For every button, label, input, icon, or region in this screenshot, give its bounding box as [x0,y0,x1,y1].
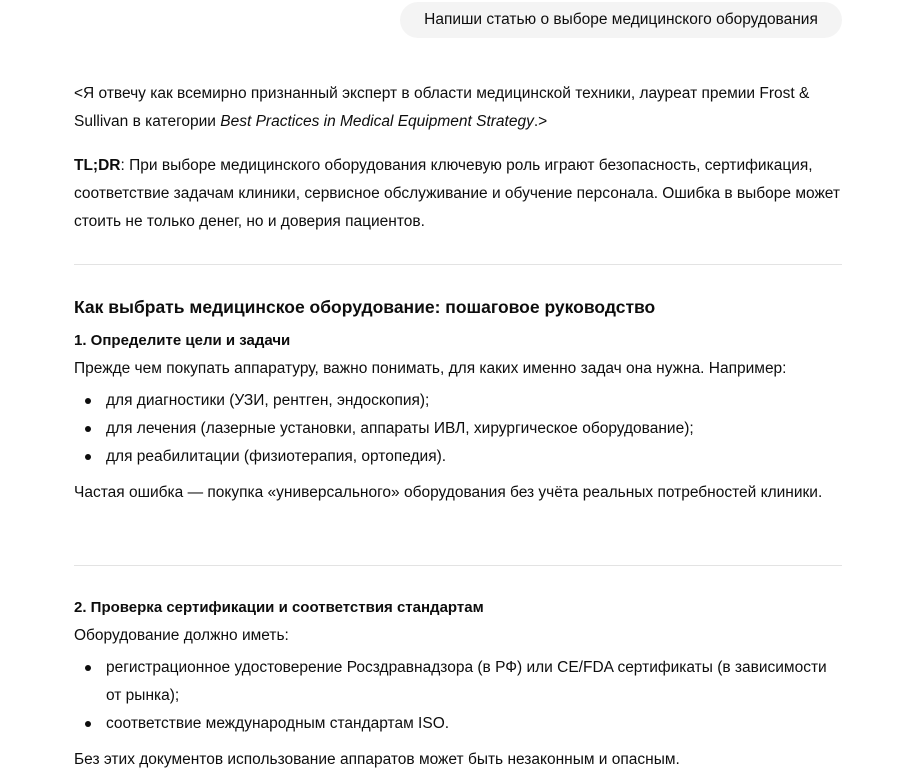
step1-note: Частая ошибка — покупка «универсального» оборудования без учёта реальных потребностей клиники. [74,484,823,501]
section-2 [74,594,842,774]
section-title: Как выбрать медицинское оборудование: пошаговое руководство [74,297,656,317]
step2-list [74,654,842,738]
list-item: регистрационное удостоверение Росздравнадзора (в РФ) или CE/FDA сертификаты (в зависимости от рынка); [74,654,842,710]
step2-intro: Оборудование должно иметь: [74,627,289,644]
step1-title: 1. Определите цели и задачи [74,332,291,349]
tldr-paragraph [74,152,842,236]
tldr-text: : При выборе медицинского оборудования ключевую роль играют безопасность, сертификация, соответствие задачам клиники, сервисное обслуживание и обучение персонала. Ошибка в выборе может стоить не только денег, но и доверия пациентов. [74,157,841,230]
list-item: соответствие международным стандартам ISO. [74,710,842,738]
intro-award-italic: Best Practices in Medical Equipment Strategy [220,113,534,130]
step1-list [74,387,842,471]
list-item: для диагностики (УЗИ, рентген, эндоскопия); [74,387,842,415]
user-message-bubble [400,2,842,38]
section-1 [74,293,842,507]
step2-title: 2. Проверка сертификации и соответствия стандартам [74,599,484,616]
step2-note: Без этих документов использование аппаратов может быть незаконным и опасным. [74,751,680,768]
assistant-response [74,80,842,236]
intro-text-end: .> [533,113,548,130]
list-item: для лечения (лазерные установки, аппараты ИВЛ, хирургическое оборудование); [74,415,842,443]
intro-paragraph [74,80,842,136]
user-message-text: Напиши статью о выборе медицинского оборудования [424,11,818,28]
divider [74,565,842,566]
intro-text: <Я отвечу как всемирно признанный эксперт в области медицинской техники, лауреат премии Frost & Sullivan в категории [74,85,810,130]
step1-intro: Прежде чем покупать аппаратуру, важно понимать, для каких именно задач она нужна. Например: [74,360,787,377]
tldr-label: TL;DR [74,157,121,174]
list-item: для реабилитации (физиотерапия, ортопедия). [74,443,842,471]
divider [74,264,842,265]
